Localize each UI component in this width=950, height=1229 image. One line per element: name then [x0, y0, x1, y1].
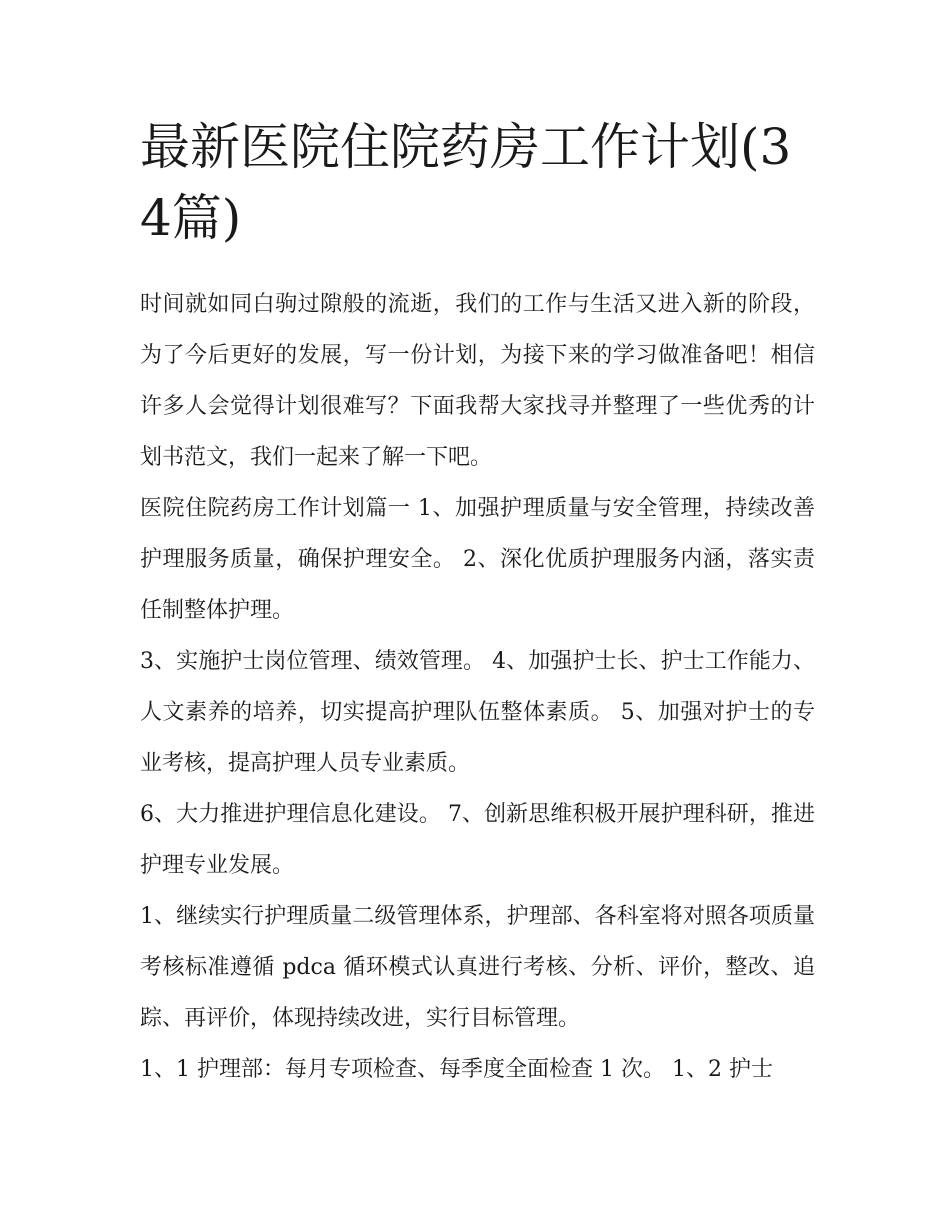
document-title: 最新医院住院药房工作计划(34篇)	[140, 118, 792, 247]
paragraph: 1、继续实行护理质量二级管理体系，护理部、各科室将对照各项质量考核标准遵循 pdca 循环模式认真进行考核、分析、评价，整改、追踪、再评价，体现持续改进，实行目标管理。	[140, 904, 815, 1031]
document-body	[140, 279, 815, 1095]
paragraph: 3、实施护士岗位管理、绩效管理。 4、加强护士长、护士工作能力、人文素养的培养，切实提高护理队伍整体素质。 5、加强对护士的专业考核，提高护理人员专业素质。	[140, 649, 815, 776]
paragraph: 时间就如同白驹过隙般的流逝，我们的工作与生活又进入新的阶段，为了今后更好的发展，写一份计划，为接下来的学习做准备吧！相信许多人会觉得计划很难写？下面我帮大家找寻并整理了一些优秀的计划书范文，我们一起来了解一下吧。	[140, 292, 815, 470]
paragraph: 1、1 护理部：每月专项检查、每季度全面检查 1 次。 1、2 护士	[140, 1057, 773, 1082]
paragraph: 医院住院药房工作计划篇一 1、加强护理质量与安全管理，持续改善护理服务质量，确保护理安全。 2、深化优质护理服务内涵，落实责任制整体护理。	[140, 496, 815, 623]
paragraph: 6、大力推进护理信息化建设。 7、创新思维积极开展护理科研，推进护理专业发展。	[140, 802, 815, 878]
